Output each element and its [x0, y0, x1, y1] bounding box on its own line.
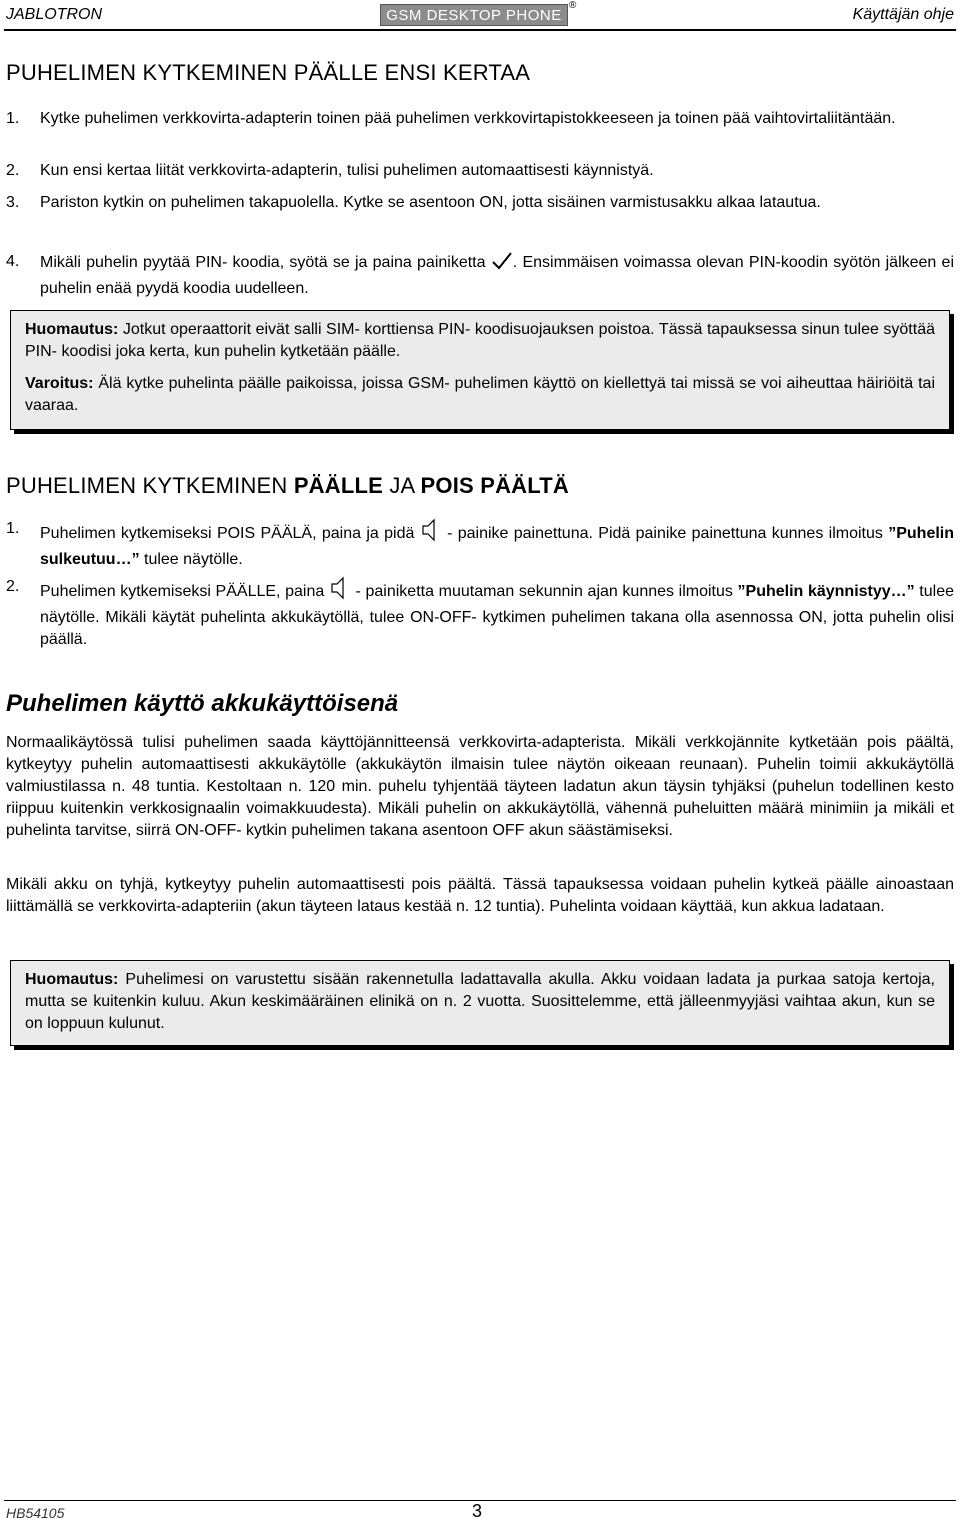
- section2-title-d: POIS PÄÄLTÄ: [420, 473, 569, 498]
- section1-item-3: Pariston kytkin on puhelimen takapuolella. Kytke se asentoon ON, jotta sisäinen varmistusakku alkaa latautua.: [40, 194, 821, 211]
- item-text-c: tulee näytölle. Mikäli käytät puhelinta akkukäytöllä, tulee ON-OFF- kytkimen puhelimen takana olla asennossa ON, jotta puhelin olisi päällä.: [40, 583, 955, 648]
- item-number: 2.: [6, 578, 20, 595]
- item-number: 2.: [6, 162, 20, 179]
- item4-text-a: Mikäli puhelin pyytää PIN- koodia, syötä se ja paina painiketta: [40, 254, 486, 271]
- header-logo: GSM DESKTOP PHONE: [380, 4, 568, 26]
- item-number: 3.: [6, 194, 20, 211]
- footer-doc-id: HB54105: [6, 1505, 65, 1521]
- note-huomautus: [25, 319, 935, 363]
- speaker-icon: [420, 518, 442, 549]
- item-text-b: - painiketta muutaman sekunnin ajan kunnes ilmoitus: [350, 583, 738, 600]
- registered-mark: ®: [569, 0, 577, 11]
- section2-item-1: [40, 518, 954, 571]
- section1-item-1: Kytke puhelimen verkkovirta-adapterin toinen pää puhelimen verkkovirtapistokkeeseen ja toinen pää vaihtovirtaliitäntään.: [40, 110, 896, 127]
- note-label: Huomautus:: [25, 971, 119, 988]
- item-quote: ”Puhelin käynnistyy…”: [737, 583, 915, 600]
- section2-item-2: [40, 576, 954, 651]
- note-battery: [25, 969, 935, 1035]
- item-number: 1.: [6, 110, 20, 127]
- note-varoitus: [25, 373, 935, 417]
- section1-item-2: Kun ensi kertaa liität verkkovirta-adapterin, tulisi puhelimen automaattisesti käynnistyä.: [40, 162, 654, 179]
- item-number: 4.: [6, 253, 20, 270]
- note-box-pin: [10, 310, 950, 430]
- speaker-icon: [329, 576, 351, 607]
- header-brand: JABLOTRON: [6, 6, 103, 23]
- item-quote: ”Puhelin sulkeutuu…”: [40, 525, 954, 568]
- item-text-b: - painike painettuna. Pidä painike painettuna kunnes ilmoitus: [441, 525, 889, 542]
- section2-title: [6, 473, 569, 499]
- page-number: 3: [472, 1501, 483, 1521]
- section2-title-b: PÄÄLLE: [293, 473, 384, 498]
- item-number: 1.: [6, 520, 20, 537]
- warning-label: Varoitus:: [25, 375, 94, 392]
- header-doc-type: Käyttäjän ohje: [852, 6, 954, 23]
- item-text-a: Puhelimen kytkemiseksi POIS PÄÄLÄ, paina ja pidä: [40, 525, 415, 542]
- section3-paragraph-1: Normaalikäytössä tulisi puhelimen saada käyttöjännitteensä verkkovirta-adapterista. Mikäli verkkojännite kytketään pois päältä, kytkeytyy puhelin automaattisesti akkukäytölle (akkukäytön ilmaisin tulee näytön oikeaan reunaan). Puhelin toimii akkukäytöllä valmiustilassa n. 48 tuntia. Kestoltaan n. 120 min. puhelu tyhjentää täyteen ladatun akun täysin tyhjäksi (puhelun todellinen kesto riippuu kuitenkin verkkosignaalin voimakkuudesta). Mikäli puhelin on akkukäytöllä, vähennä puheluitten määrä minimiin ja mikäli et puhelinta tarvitse, siirrä ON-OFF- kytkin puhelimen takana asentoon OFF akun säästämiseksi.: [6, 734, 954, 839]
- section1-title: PUHELIMEN KYTKEMINEN PÄÄLLE ENSI KERTAA: [6, 60, 531, 85]
- checkmark-icon: [491, 251, 513, 278]
- item4-text-b: . Ensimmäisen voimassa olevan PIN-koodin syötön jälkeen ei puhelin enää pyydä koodia uudelleen.: [40, 254, 955, 297]
- section3-paragraph-2: Mikäli akku on tyhjä, kytkeytyy puhelin automaattisesti pois päältä. Tässä tapauksessa voidaan puhelin kytkeä päälle ainoastaan liittämällä se verkkovirta-adapteriin (akun täyteen lataus kestää n. 12 tuntia). Puhelinta voidaan käyttää, kun akkua ladataan.: [6, 876, 954, 915]
- note-text: Puhelimesi on varustettu sisään rakennetulla ladattavalla akulla. Akku voidaan ladata ja purkaa satoja kertoja, mutta se kuitenkin kuluu. Akun keskimääräinen elinikä on n. 2 vuotta. Suosittelemme, että jälleenmyyjäsi vaihtaa akun, kun se on loppuun kulunut.: [25, 971, 935, 1032]
- note-label: Huomautus:: [25, 321, 119, 338]
- header-divider: [4, 29, 956, 31]
- item-text-c: tulee näytölle.: [139, 551, 243, 568]
- section1-item-4: [40, 251, 954, 300]
- section3-title: Puhelimen käyttö akkukäyttöisenä: [6, 690, 399, 717]
- section2-title-c: JA: [383, 473, 421, 498]
- note-text: Jotkut operaattorit eivät salli SIM- korttiensa PIN- koodisuojauksen poistoa. Tässä tapauksessa sinun tulee syöttää PIN- koodisi joka kerta, kun puhelin kytketään päälle.: [25, 321, 935, 360]
- item-text-a: Puhelimen kytkemiseksi PÄÄLLE, paina: [40, 583, 325, 600]
- section2-title-a: PUHELIMEN KYTKEMINEN: [6, 473, 294, 498]
- warning-text: Älä kytke puhelinta päälle paikoissa, joissa GSM- puhelimen käyttö on kiellettyä tai missä se voi aiheuttaa häiriöitä tai vaaraa.: [25, 375, 935, 414]
- note-box-battery: [10, 960, 950, 1046]
